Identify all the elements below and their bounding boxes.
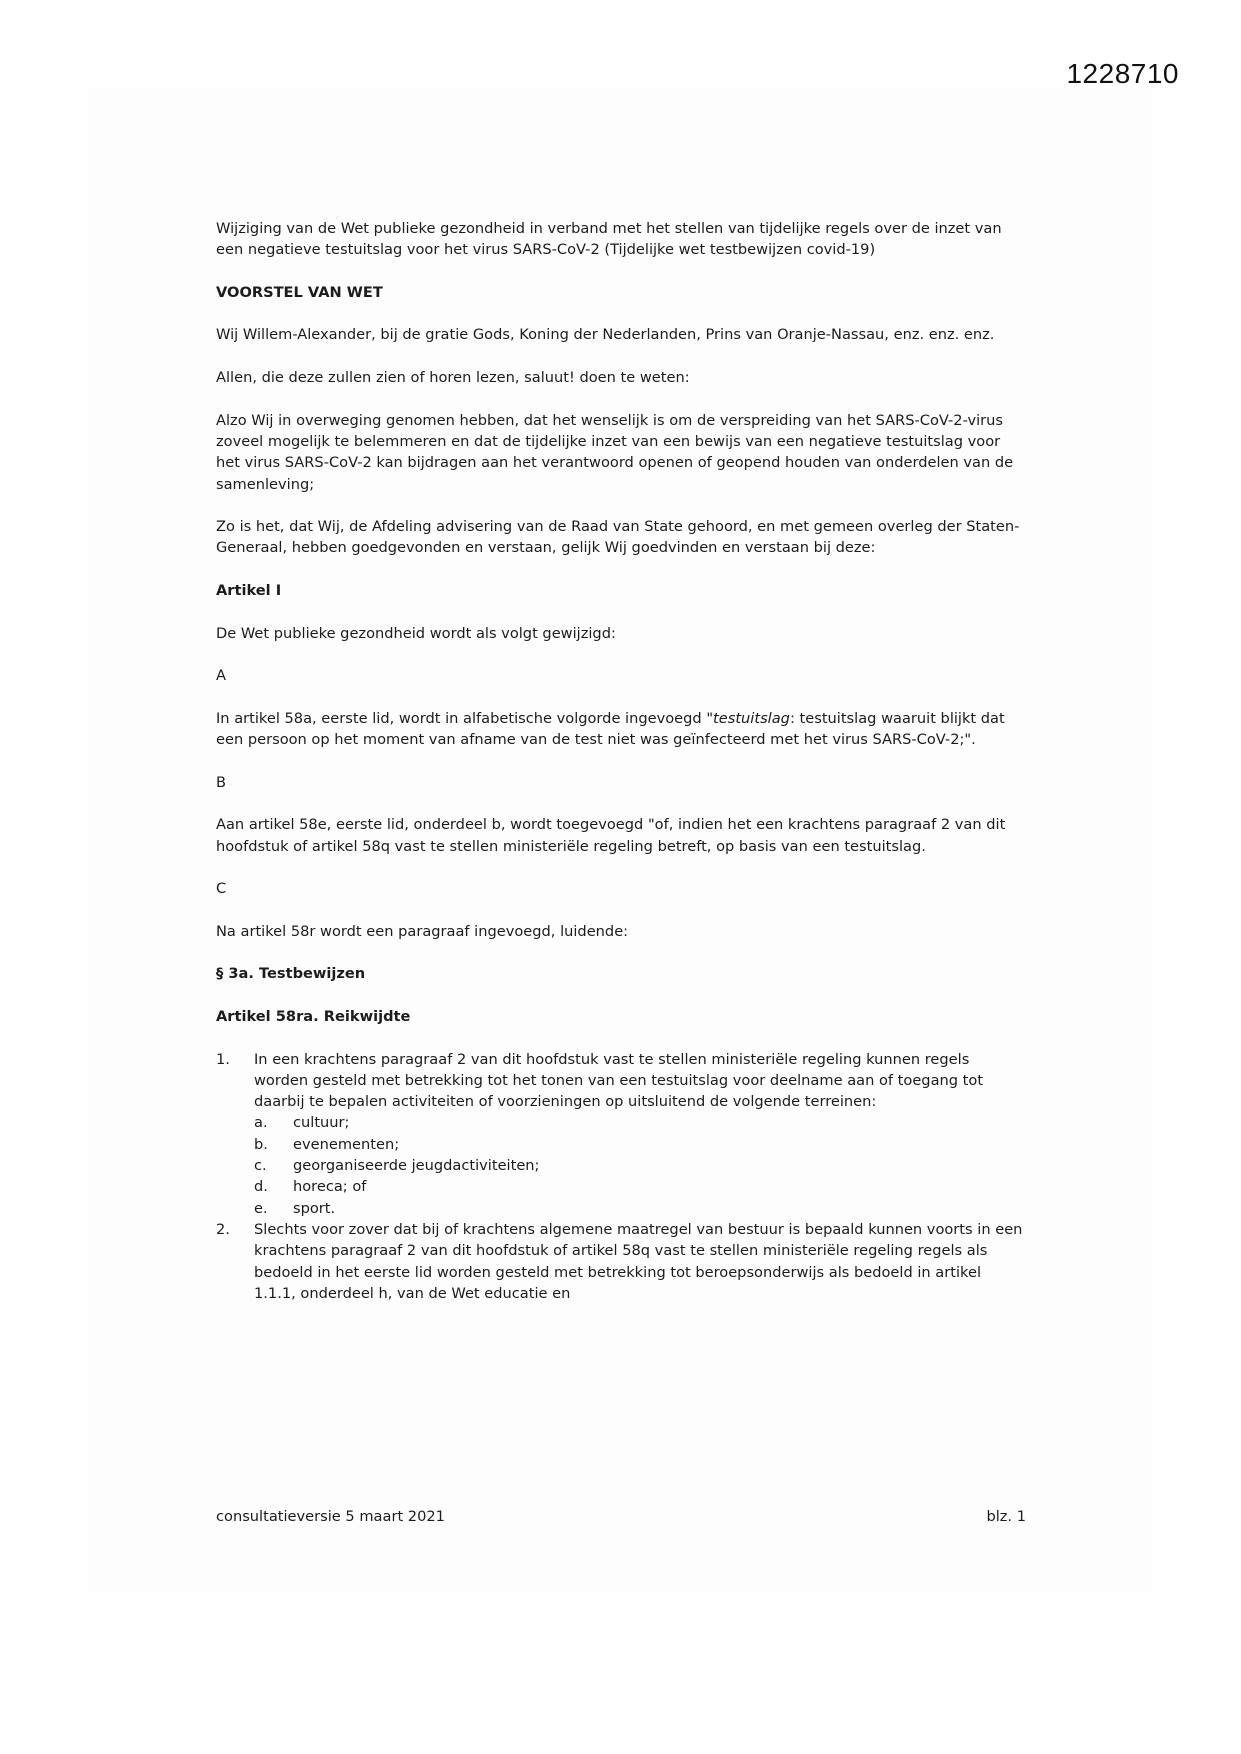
part-c-text: Na artikel 58r wordt een paragraaf ingevoegd, luidende: [216,922,629,940]
part-a-text-before: In artikel 58a, eerste lid, wordt in alfabetische volgorde ingevoegd " [216,709,714,727]
article-i-title: Artikel I [216,582,282,600]
article-58ra-title: Artikel 58ra. Reikwijdte [216,1007,411,1025]
list-item-text: In een krachtens paragraaf 2 van dit hoofdstuk vast te stellen ministeriële regeling kunnen regels worden gesteld met betrekking tot het tonen van een testuitslag voor deelname aan of toegang tot daarbij te bepalen activiteiten of voorzieningen op uitsluitend de volgende terreinen: [254,1050,984,1111]
sub-list-item [254,1134,1026,1155]
part-c-label: C [216,880,227,898]
sub-item-letter: d. [254,1178,268,1196]
preamble-king: Wij Willem-Alexander, bij de gratie Gods, Koning der Nederlanden, Prins van Oranje-Nassau, enz. enz. enz. [216,326,995,344]
part-a-text-after: : testuitslag waaruit blijkt dat een persoon op het moment van afname van de test niet was geïnfecteerd met het virus SARS-CoV-2;". [216,709,1005,749]
document-body [216,218,1026,1304]
preamble-enactment: Zo is het, dat Wij, de Afdeling advisering van de Raad van State gehoord, en met gemeen overleg der Staten-Generaal, hebben goedgevonden en verstaan, gelijk Wij goedvinden en verstaan bij deze: [216,518,1020,557]
sub-item-letter: b. [254,1135,268,1153]
proposal-heading: VOORSTEL VAN WET [216,283,383,301]
sub-item-letter: e. [254,1199,268,1217]
article-i-intro: De Wet publieke gezondheid wordt als volgt gewijzigd: [216,624,616,642]
sub-item-letter: a. [254,1114,268,1132]
preamble-considerations: Alzo Wij in overweging genomen hebben, dat het wenselijk is om de verspreiding van het SARS-CoV-2-virus zoveel mogelijk te belemmeren en dat de tijdelijke inzet van een bewijs van een negatieve testuitslag voor het virus SARS-CoV-2 kan bijdragen aan het verantwoord openen of geopend houden van onderdelen van de samenleving; [216,411,1014,493]
list-item [216,1049,1026,1219]
footer-page-number: blz. 1 [986,1508,1026,1525]
sub-item-letter: c. [254,1157,267,1175]
part-a-defined-term: testuitslag [713,709,790,727]
document-title: Wijziging van de Wet publieke gezondheid in verband met het stellen van tijdelijke regels over de inzet van een negatieve testuitslag voor het virus SARS-CoV-2 (Tijdelijke wet testbewijzen covid-19) [216,220,1002,259]
sub-item-text: horeca; of [293,1178,367,1196]
part-a-text [216,708,1026,751]
list-item-text: Slechts voor zover dat bij of krachtens algemene maatregel van bestuur is bepaald kunnen voorts in een krachtens paragraaf 2 van dit hoofdstuk of artikel 58q vast te stellen ministeriële regeling regels als bedoeld in het eerste lid worden gesteld met betrekking tot beroepsonderwijs als bedoeld in artikel 1.1.1, onderdeel h, van de Wet educatie en [254,1220,1023,1302]
sub-list-item [254,1176,1026,1197]
sub-item-text: evenementen; [293,1135,400,1153]
part-a-label: A [216,667,226,685]
sub-list-item [254,1112,1026,1133]
article-58ra-list [216,1049,1026,1305]
part-b-text: Aan artikel 58e, eerste lid, onderdeel b, wordt toegevoegd "of, indien het een krachtens paragraaf 2 van dit hoofdstuk of artikel 58q vast te stellen ministeriële regeling betreft, op basis van een testuitslag. [216,816,1006,855]
sub-list-item [254,1155,1026,1176]
sub-item-text: sport. [293,1199,336,1217]
footer-version: consultatieversie 5 maart 2021 [216,1508,445,1525]
sub-item-text: georganiseerde jeugdactiviteiten; [293,1157,540,1175]
section-title: § 3a. Testbewijzen [216,965,366,983]
sub-item-text: cultuur; [293,1114,350,1132]
preamble-greeting: Allen, die deze zullen zien of horen lezen, saluut! doen te weten: [216,369,690,387]
list-item-number: 2. [216,1220,230,1238]
list-item [216,1219,1026,1304]
sub-list-item [254,1198,1026,1219]
part-b-label: B [216,773,227,791]
list-item-number: 1. [216,1050,230,1068]
page-footer [216,1508,1026,1525]
document-id: 1228710 [1066,58,1179,89]
